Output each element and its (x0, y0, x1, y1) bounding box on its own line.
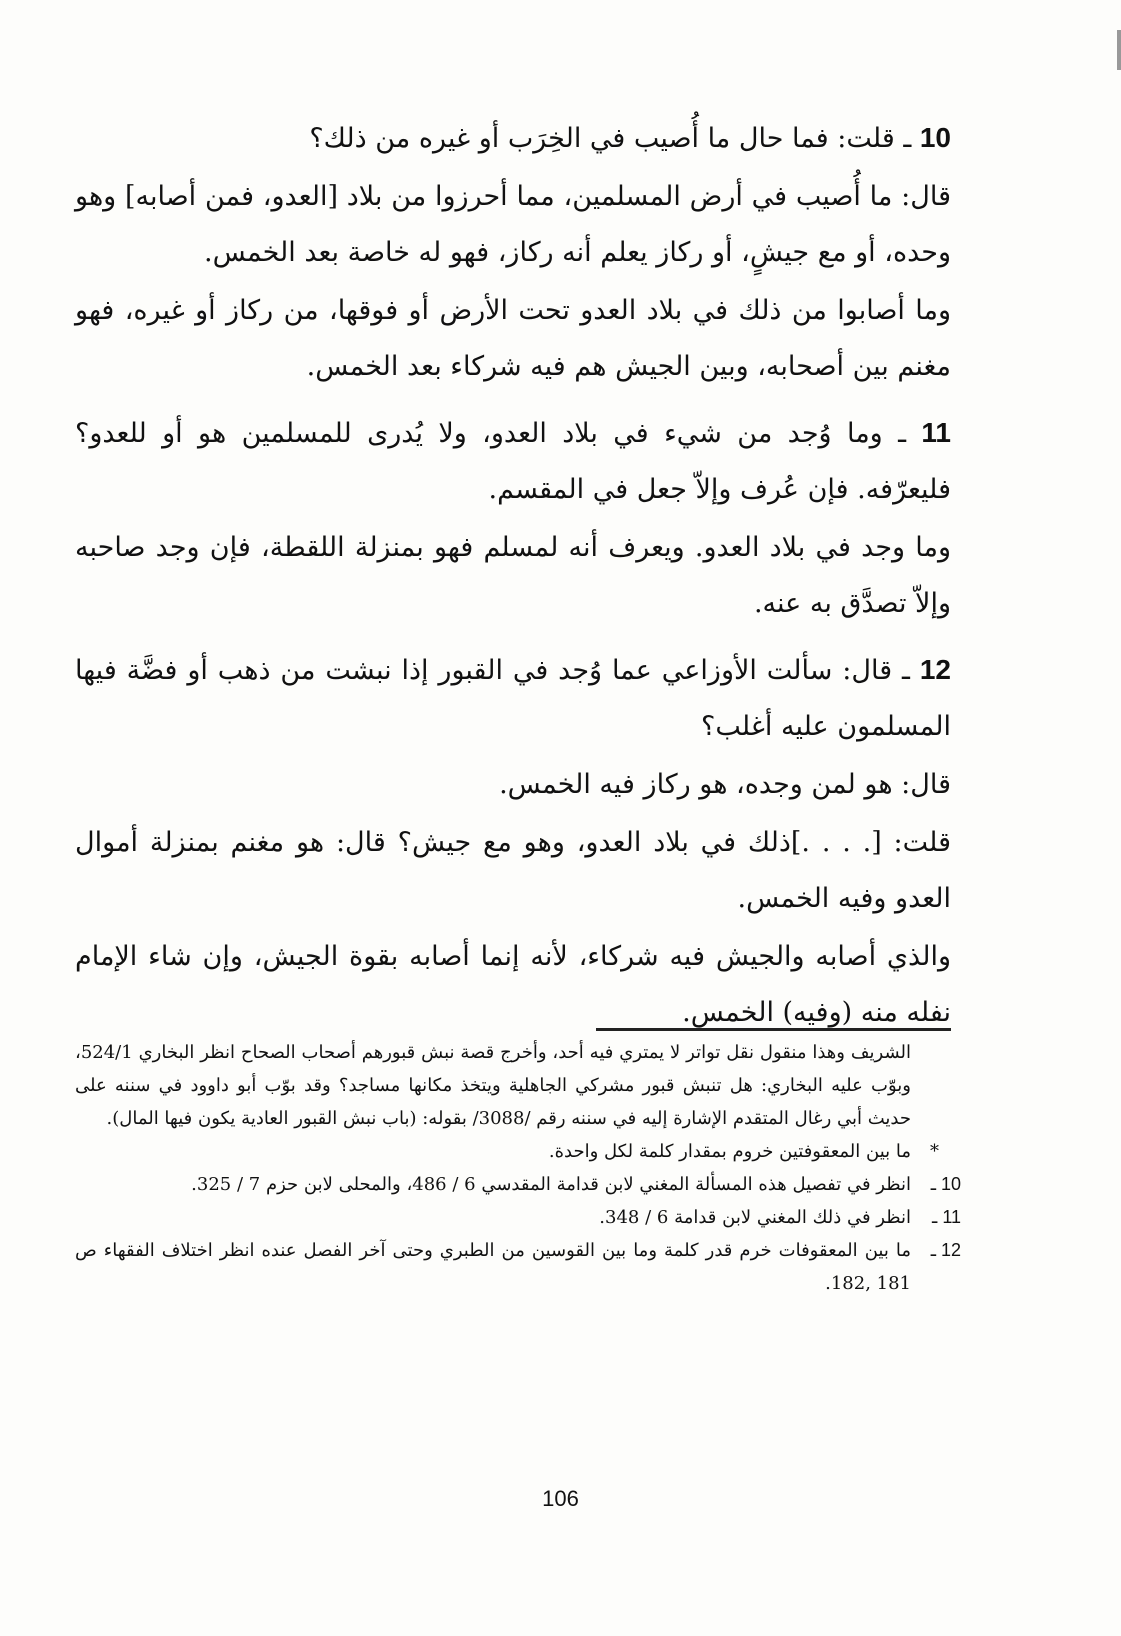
footnote-10-text: انظر في تفصيل هذه المسألة المغني لابن قدامة المقدسي 6 / 486، والمحلى لابن حزم 7 / 325. (191, 1174, 911, 1195)
question-number-12: 12 (919, 654, 951, 685)
q12-paragraph (75, 642, 951, 755)
asterisk-mark: * (930, 1141, 939, 1162)
footnote-10-label: 10 ـ (930, 1174, 961, 1194)
q12-question: ـ قال: سألت الأوزاعي عما وُجد في القبور إذا نبشت من ذهب أو فضَّة فيها المسلمون عليه أغلب؟ (75, 655, 951, 742)
footnote-12 (75, 1234, 961, 1300)
q10-question: ـ قلت: فما حال ما أُصيب في الخِرَب أو غيره من ذلك؟ (309, 123, 912, 154)
footnote-star-text: ما بين المعقوفتين خروم بمقدار كلمة لكل واحدة. (548, 1141, 911, 1162)
page-number: 106 (542, 1486, 579, 1511)
footnote-11-text: انظر في ذلك المغني لابن قدامة 6 / 348. (599, 1207, 911, 1228)
q11-answer: وما وجد في بلاد العدو. ويعرف أنه لمسلم فهو بمنزلة اللقطة، فإن وجد صاحبه وإلاّ تصدَّق به عنه. (75, 532, 951, 619)
footnotes (75, 1036, 961, 1300)
q12-answer-cont: والذي أصابه والجيش فيه شركاء، لأنه إنما أصابه بقوة الجيش، وإن شاء الإمام نفله منه (وفيه) الخمس. (75, 941, 951, 1028)
footnote-10 (75, 1168, 961, 1201)
main-text (75, 110, 951, 1041)
footnote-11 (75, 1201, 961, 1234)
q12-answer: قال: هو لمن وجده، هو ركاز فيه الخمس. (499, 769, 951, 800)
footnote-12-text: ما بين المعقوفات خرم قدر كلمة وما بين القوسين من الطبري وحتى آخر الفصل عنده انظر اختلاف الفقهاء ص 181 ,182. (75, 1240, 911, 1294)
q11-question: ـ وما وُجد من شيء في بلاد العدو، ولا يُدرى للمسلمين هو أو للعدو؟ فليعرّفه. فإن عُرف وإلاّ جعل في المقسم. (75, 418, 951, 505)
q12-followup: قلت: [. . . .]ذلك في بلاد العدو، وهو مع جيش؟ قال: هو مغنم بمنزلة أموال العدو وفيه الخمس. (75, 827, 951, 914)
footnote-continuation: الشريف وهذا منقول نقل تواتر لا يمتري فيه أحد، وأخرج قصة نبش قبورهم أصحاب الصحاح انظر البخاري 524/1، وبوّب عليه البخاري: هل تنبش قبور مشركي الجاهلية ويتخذ مكانها مساجد؟ وقد بوّب أبو داوود في سننه على حديث أبي رغال المتقدم الإشارة إليه في سننه رقم /3088/ بقوله: (باب نبش القبور العادية يكون فيها المال). (75, 1042, 911, 1129)
footnote-star (75, 1135, 939, 1168)
q11-paragraph (75, 405, 951, 518)
question-number-11: 11 (921, 417, 951, 448)
scan-edge-mark (1117, 30, 1121, 70)
q10-answer-cont: وما أصابوا من ذلك في بلاد العدو تحت الأرض أو فوقها، من ركاز أو غيره، فهو مغنم بين أصحابه، وبين الجيش هم فيه شركاء بعد الخمس. (75, 295, 951, 382)
q10-paragraph (75, 110, 951, 167)
question-number-10: 10 (919, 122, 951, 153)
footnote-12-label: 12 ـ (930, 1240, 961, 1260)
footnote-11-label: 11 ـ (932, 1207, 961, 1227)
q10-answer: قال: ما أُصيب في أرض المسلمين، مما أحرزوا من بلاد [العدو، فمن أصابه] وهو وحده، أو مع جيشٍ، أو ركاز يعلم أنه ركاز، فهو له خاصة بعد الخمس. (75, 181, 951, 268)
footnote-separator (596, 1028, 951, 1031)
